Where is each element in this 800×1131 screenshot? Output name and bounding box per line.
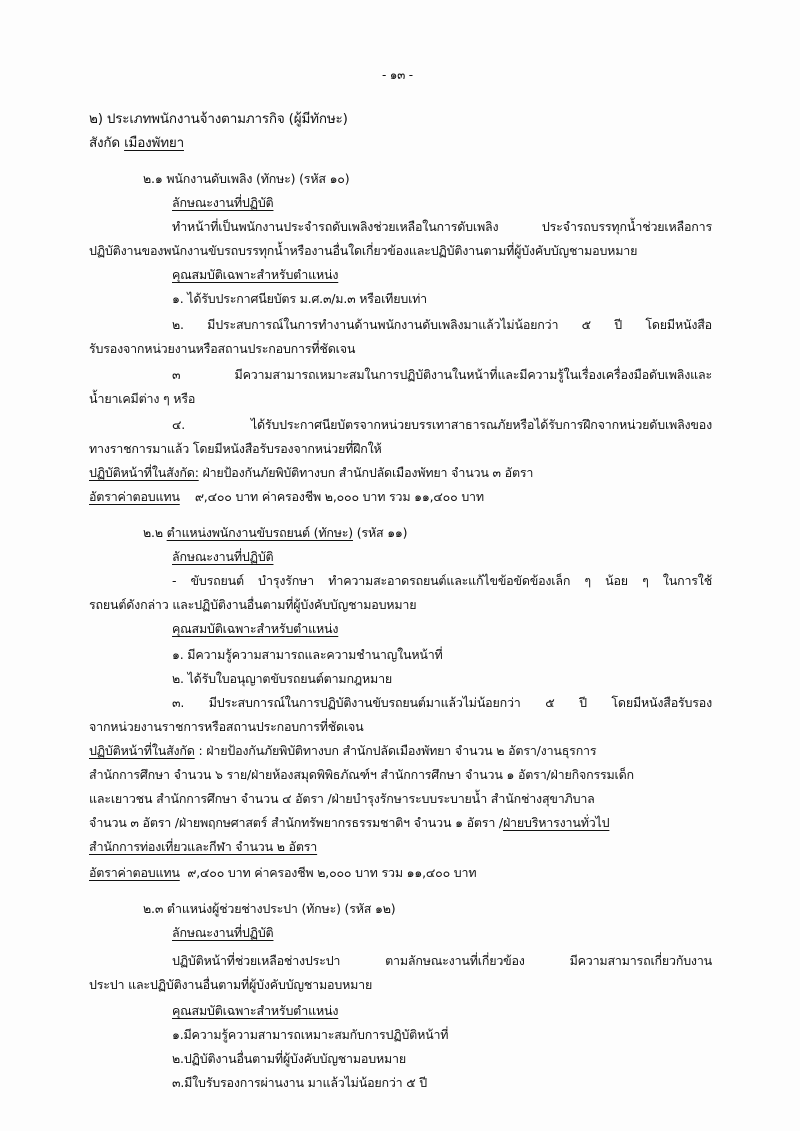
qualification-item: ๓. มีประสบการณ์ในการปฏิบัติงานขับรถยนต์มาแล้วไม่น้อยกว่า ๕ ปี โดยมีหนังสือรับรอง <box>172 695 712 710</box>
affiliation-value: เมืองพัทยา <box>124 135 184 151</box>
assignment-line <box>89 742 713 760</box>
assignment-text: และเยาวชน สำนักการศึกษา จำนวน ๔ อัตรา /ฝ่ายบำรุงรักษาระบบระบายน้ำ สำนักช่างสุขาภิบาล <box>89 791 595 806</box>
duties-text: ประปา และปฏิบัติงานอื่นตามที่ผู้บังคับบัญชามอบหมาย <box>89 977 373 992</box>
position-heading: ๒.๓ ตำแหน่งผู้ช่วยช่างประปา (ทักษะ) (รหัส ๑๒) <box>143 901 396 916</box>
assignment-text <box>89 814 609 832</box>
qualification-item: ๓ มีความสามารถเหมาะสมในการปฏิบัติงานในหน้าที่และมีความรู้ในเรื่องเครื่องมือดับเพลิงและ <box>172 367 712 382</box>
position-heading <box>143 524 407 542</box>
qualification-item-cont: ทางราชการมาแล้ว โดยมีหนังสือรับรองจากหน่วยที่ฝึกให้ <box>89 441 382 456</box>
duties-label: ลักษณะงานที่ปฏิบัติ <box>172 925 274 940</box>
assignment-label: ปฏิบัติหน้าที่ในสังกัด <box>89 743 195 758</box>
section-title: ๒) ประเภทพนักงานจ้างตามภารกิจ (ผู้มีทักษะ) <box>89 111 348 127</box>
qualifications-label: คุณสมบัติเฉพาะสำหรับตำแหน่ง <box>172 267 339 282</box>
assignment-text: : ฝ่ายป้องกันภัยพิบัติทางบก สำนักปลัดเมืองพัทยา จำนวน ๒ อัตรา/งานธุรการ <box>194 743 597 758</box>
qualification-item: ๔. ได้รับประกาศนียบัตรจากหน่วยบรรเทาสาธารณภัยหรือได้รับการฝึกจากหน่วยดับเพลิงของ <box>172 417 712 432</box>
assignment-text: สำนักการศึกษา จำนวน ๖ ราย/ฝ่ายห้องสมุดพิพิธภัณฑ์ฯ สำนักการศึกษา จำนวน ๑ อัตรา/ฝ่ายกิจกรรมเด็ก <box>89 767 634 782</box>
page-number: - ๑๓ - <box>382 68 413 82</box>
affiliation-label: สังกัด <box>89 135 120 151</box>
qualification-item: ๒.ปฏิบัติงานอื่นตามที่ผู้บังคับบัญชามอบหมาย <box>172 1051 406 1066</box>
assignment-text: ฝ่ายป้องกันภัยพิบัติทางบก สำนักปลัดเมืองพัทยา จำนวน ๓ อัตรา <box>202 465 534 480</box>
qualification-item: ๒. มีประสบการณ์ในการทำงานด้านพนักงานดับเพลิงมาแล้วไม่น้อยกว่า ๕ ปี โดยมีหนังสือ <box>172 317 712 332</box>
heading-title: ตำแหน่งพนักงานขับรถยนต์ (ทักษะ) <box>166 525 353 540</box>
heading-code: (รหัส ๑๑) <box>352 525 408 540</box>
assignment-label: ปฏิบัติหน้าที่ในสังกัด: <box>89 465 199 480</box>
position-heading: ๒.๑ พนักงานดับเพลิง (ทักษะ) (รหัส ๑๐) <box>143 171 350 186</box>
assignment-text: สำนักการท่องเที่ยวและกีฬา จำนวน ๒ อัตรา <box>89 839 318 854</box>
qualifications-label: คุณสมบัติเฉพาะสำหรับตำแหน่ง <box>172 621 339 636</box>
qualification-item: ๒. ได้รับใบอนุญาตขับรถยนต์ตามกฎหมาย <box>172 671 393 686</box>
pay-line <box>89 864 476 882</box>
qualifications-label: คุณสมบัติเฉพาะสำหรับตำแหน่ง <box>172 1003 339 1018</box>
heading-number: ๒.๒ <box>143 525 167 540</box>
duties-label: ลักษณะงานที่ปฏิบัติ <box>172 195 274 210</box>
duties-text: ทำหน้าที่เป็นพนักงานประจำรถดับเพลิงช่วยเหลือในการดับเพลิง ประจำรถบรรทุกน้ำช่วยเหลือการ <box>172 219 712 234</box>
duties-text: ปฏิบัติหน้าที่ช่วยเหลือช่างประปา ตามลักษณะงานที่เกี่ยวข้อง มีความสามารถเกี่ยวกับงาน <box>172 953 712 968</box>
duties-label: ลักษณะงานที่ปฏิบัติ <box>172 549 274 564</box>
qualification-item-cont: รับรองจากหน่วยงานหรือสถานประกอบการที่ชัดเจน <box>89 341 356 356</box>
pay-line <box>89 488 484 506</box>
qualification-item: ๓.มีใบรับรองการผ่านงาน มาแล้วไม่น้อยกว่า ๕ ปี <box>172 1075 428 1090</box>
assignment-line <box>89 464 533 482</box>
pay-text: ๙,๔๐๐ บาท ค่าครองชีพ ๒,๐๐๐ บาท รวม ๑๑,๔๐๐ บาท <box>187 865 477 880</box>
pay-label: อัตราค่าตอบแทน <box>89 489 180 504</box>
assignment-text-underlined: ฝ่ายบริหารงานทั่วไป <box>502 815 610 830</box>
assignment-text-part: จำนวน ๓ อัตรา /ฝ่ายพฤกษศาสตร์ สำนักทรัพยากรธรรมชาติฯ จำนวน ๑ อัตรา / <box>89 815 503 830</box>
qualification-item: ๑. มีความรู้ความสามารถและความชำนาญในหน้าที่ <box>172 647 443 662</box>
qualification-item-cont: จากหน่วยงานราชการหรือสถานประกอบการที่ชัดเจน <box>89 719 364 734</box>
qualification-item: ๑. ได้รับประกาศนียบัตร ม.ศ.๓/ม.๓ หรือเทียบเท่า <box>172 291 427 306</box>
qualification-item: ๑.มีความรู้ความสามารถเหมาะสมกับการปฏิบัติหน้าที่ <box>172 1027 449 1042</box>
section-affiliation <box>89 134 184 152</box>
qualification-item-cont: น้ำยาเคมีต่าง ๆ หรือ <box>89 391 196 406</box>
pay-text: ๙,๔๐๐ บาท ค่าครองชีพ ๒,๐๐๐ บาท รวม ๑๑,๔๐๐ บาท <box>194 489 484 504</box>
duties-text: - ขับรถยนต์ บำรุงรักษา ทำความสะอาดรถยนต์และแก้ไขข้อขัดข้องเล็ก ๆ น้อย ๆ ในการใช้ <box>172 573 712 588</box>
pay-label: อัตราค่าตอบแทน <box>89 865 180 880</box>
duties-text: รถยนต์ดังกล่าว และปฏิบัติงานอื่นตามที่ผู้บังคับบัญชามอบหมาย <box>89 597 417 612</box>
duties-text: ปฏิบัติงานของพนักงานขับรถบรรทุกน้ำหรืองานอื่นใดเกี่ยวข้องและปฏิบัติงานตามที่ผู้บังคับบัญชามอบหมาย <box>89 243 638 258</box>
